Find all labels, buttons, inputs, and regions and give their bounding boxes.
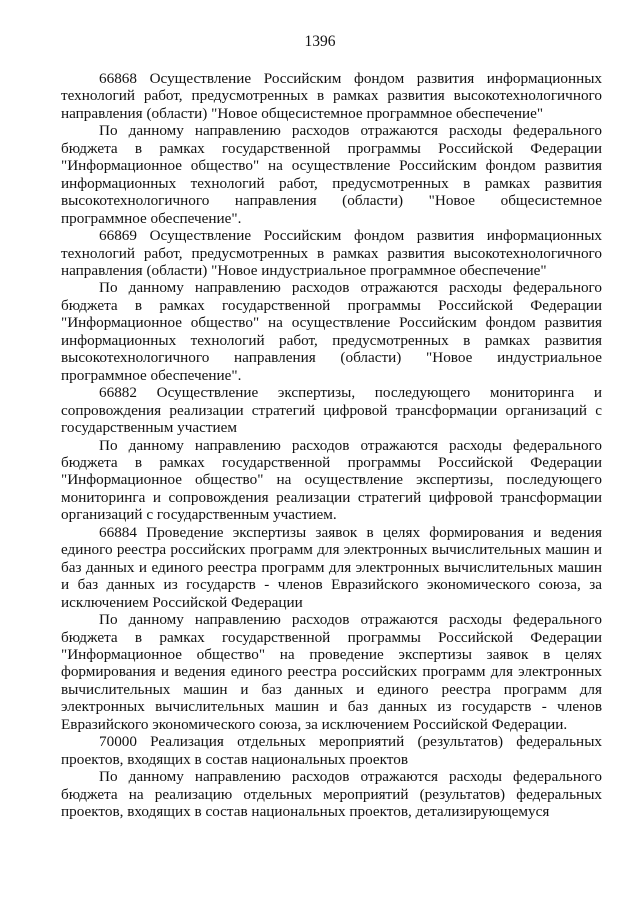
expense-code-66868-description: По данному направлению расходов отражаются расходы федерального бюджета в рамках государственной программы Российской Федерации "Информационное общество" на осуществление Российским фондом развития информационных технологий работ, предусмотренных в рамках развития высокотехнологичного направления (области) "Новое общесистемное программное обеспечение". — [61, 122, 602, 227]
expense-code-66884-description: По данному направлению расходов отражаются расходы федерального бюджета в рамках государственной программы Российской Федерации "Информационное общество" на проведение экспертизы заявок в целях формирования и ведения единого реестра российских программ для электронных вычислительных машин и баз данных и единого реестра программ для электронных вычислительных машин и баз данных из государств - членов Евразийского экономического союза, за исключением Российской Федерации. — [61, 611, 602, 733]
expense-code-70000-description: По данному направлению расходов отражаются расходы федерального бюджета на реализацию отдельных мероприятий (результатов) федеральных проектов, входящих в состав национальных проектов, детализирующемуся — [61, 768, 602, 821]
expense-code-70000-heading: 70000 Реализация отдельных мероприятий (результатов) федеральных проектов, входящих в состав национальных проектов — [61, 733, 602, 768]
expense-code-66868-heading: 66868 Осуществление Российским фондом развития информационных технологий работ, предусмотренных в рамках развития высокотехнологичного направления (области) "Новое общесистемное программное обеспечение" — [61, 70, 602, 122]
expense-code-66884-heading: 66884 Проведение экспертизы заявок в целях формирования и ведения единого реестра российских программ для электронных вычислительных машин и баз данных и единого реестра программ для электронных вычислительных машин и баз данных из государств - членов Евразийского экономического союза, за исключением Российской Федерации — [61, 523, 602, 611]
expense-code-66869-description: По данному направлению расходов отражаются расходы федерального бюджета в рамках государственной программы Российской Федерации "Информационное общество" на осуществление Российским фондом развития информационных технологий работ, предусмотренных в рамках развития высокотехнологичного направления (области) "Новое индустриальное программное обеспечение". — [61, 279, 602, 384]
document-body — [61, 70, 602, 820]
expense-code-66882-description: По данному направлению расходов отражаются расходы федерального бюджета в рамках государственной программы Российской Федерации "Информационное общество" на осуществление экспертизы, последующего мониторинга и сопровождения реализации стратегий цифровой трансформации организаций с государственным участием. — [61, 436, 602, 524]
expense-code-66882-heading: 66882 Осуществление экспертизы, последующего мониторинга и сопровождения реализации стратегий цифровой трансформации организаций с государственным участием — [61, 384, 602, 437]
page-number: 1396 — [304, 33, 336, 50]
expense-code-66869-heading: 66869 Осуществление Российским фондом развития информационных технологий работ, предусмотренных в рамках развития высокотехнологичного направления (области) "Новое индустриальное программное обеспечение" — [61, 227, 602, 279]
